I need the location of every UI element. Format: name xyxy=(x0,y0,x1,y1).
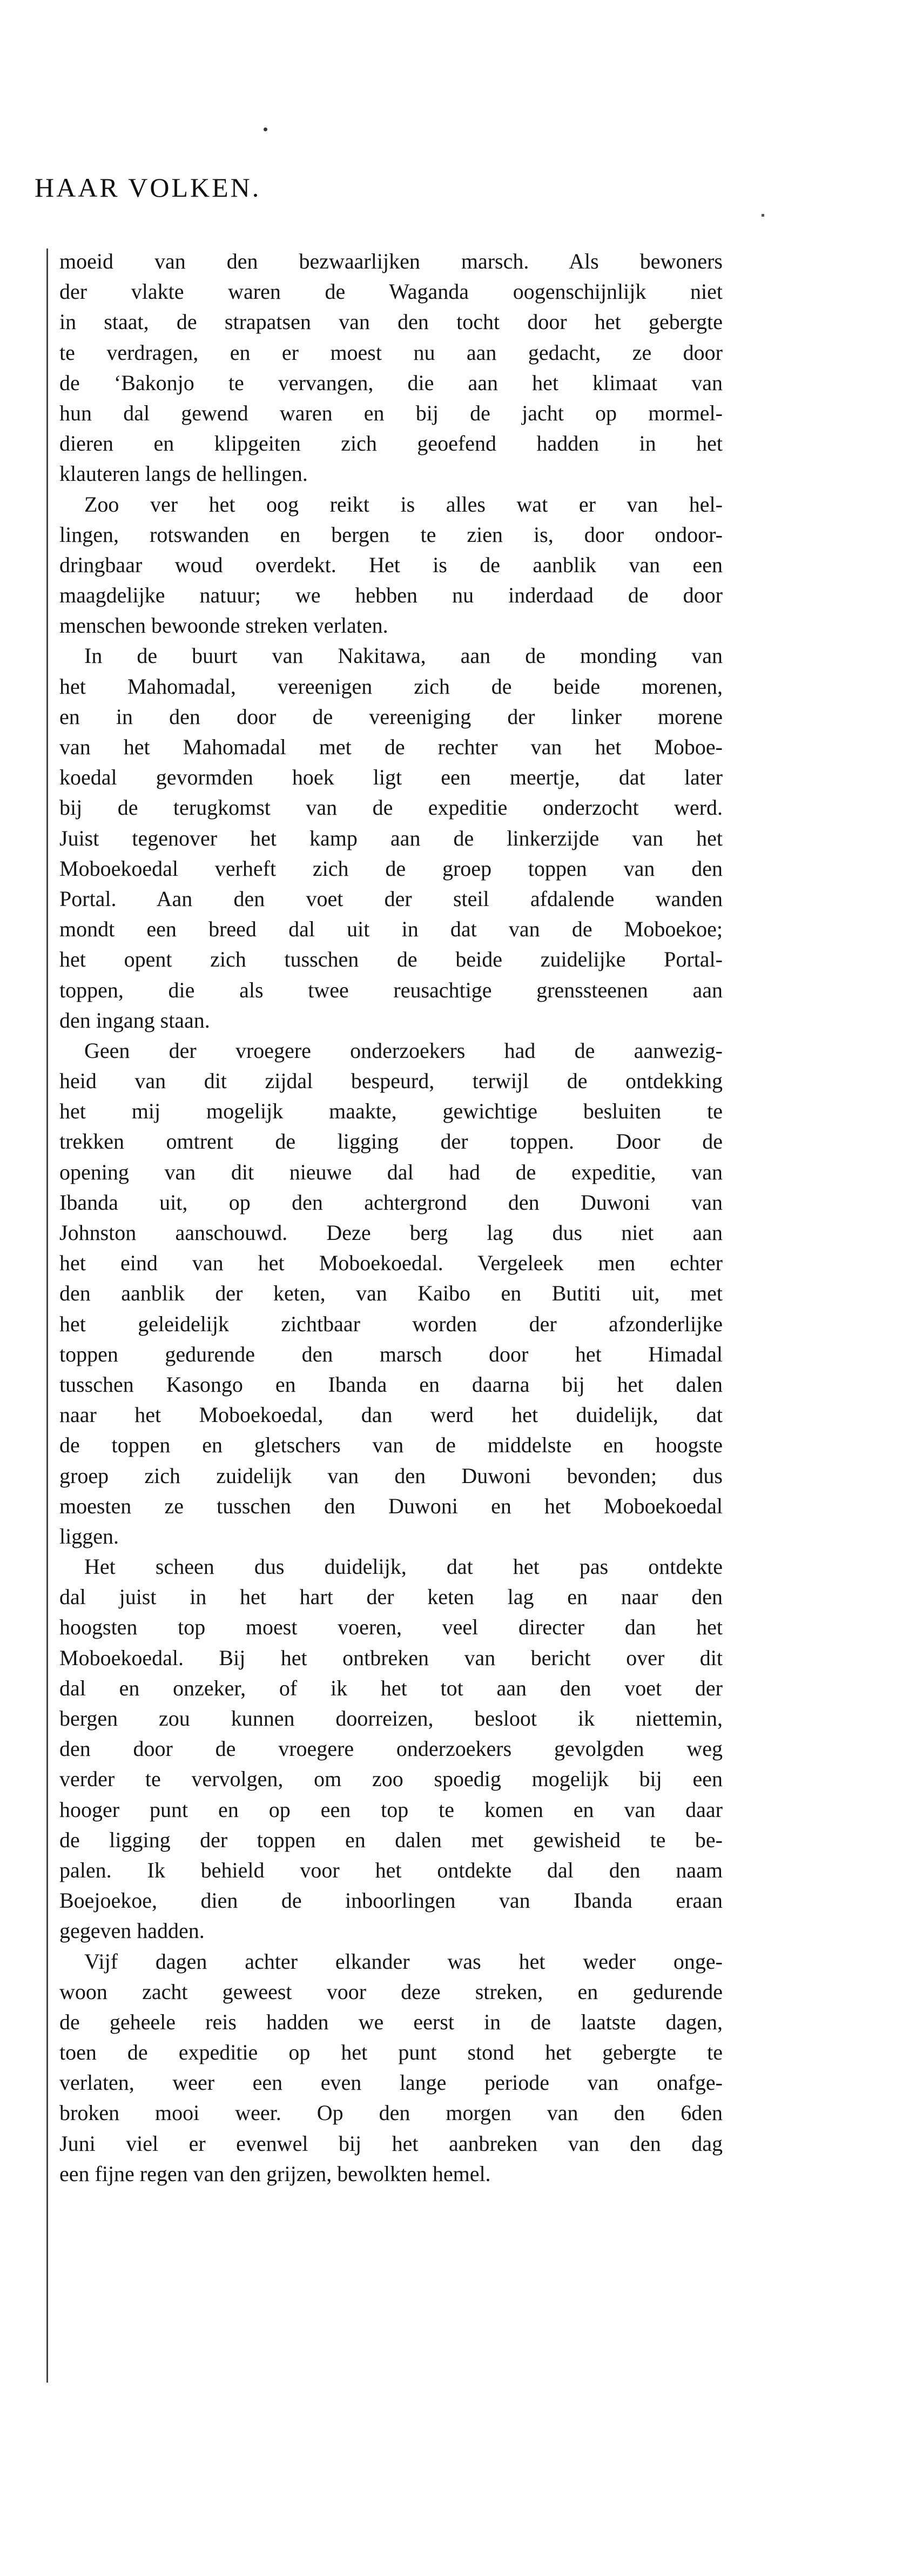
text-line: liggen. xyxy=(59,1524,119,1548)
text-line: klauteren langs de hellingen. xyxy=(59,461,308,486)
text-line: Ibanda uit, op den achtergrond den Duwoni van xyxy=(59,1190,723,1215)
text-line: een fijne regen van den grijzen, bewolkten hemel. xyxy=(59,2161,491,2186)
text-line: groep zich zuidelijk van den Duwoni bevonden; dus xyxy=(59,1463,723,1488)
text-line: het Mahomadal, vereenigen zich de beide morenen, xyxy=(59,674,723,699)
text-line: in staat, de strapatsen van den tocht door het gebergte xyxy=(59,310,723,334)
paragraph xyxy=(59,1552,723,1946)
running-head: HAAR VOLKEN. xyxy=(35,172,261,203)
paragraph xyxy=(59,489,723,641)
text-line: den aanblik der keten, van Kaibo en Butiti uit, met xyxy=(59,1281,723,1306)
text-line: Juni viel er evenwel bij het aanbreken van den dag xyxy=(59,2131,723,2156)
text-line: de toppen en gletschers van de middelste en hoogste xyxy=(59,1433,723,1458)
text-line: maagdelijke natuur; we hebben nu inderdaad de door xyxy=(59,583,723,608)
text-line: tusschen Kasongo en Ibanda en daarna bij het dalen xyxy=(59,1372,723,1397)
text-line: de geheele reis hadden we eerst in de laatste dagen, xyxy=(59,2009,723,2034)
text-line: In de buurt van Nakitawa, aan de monding van xyxy=(84,643,723,668)
text-line: het mij mogelijk maakte, gewichtige besluiten te xyxy=(59,1099,723,1124)
text-line: hun dal gewend waren en bij de jacht op mormel- xyxy=(59,400,723,425)
text-line: hooger punt en op een top te komen en van daar xyxy=(59,1797,723,1822)
text-line: Juist tegenover het kamp aan de linkerzijde van het xyxy=(59,826,723,850)
margin-rule xyxy=(46,249,48,2383)
text-line: dieren en klipgeiten zich geoefend hadden in het xyxy=(59,431,723,456)
text-line: palen. Ik behield voor het ontdekte dal den naam xyxy=(59,1857,723,1882)
text-line: toppen, die als twee reusachtige grenssteenen aan xyxy=(59,977,723,1002)
text-line: van het Mahomadal met de rechter van het Moboe- xyxy=(59,735,723,759)
text-line: Moboekoedal. Bij het ontbreken van bericht over dit xyxy=(59,1645,723,1670)
paragraph xyxy=(59,1036,723,1552)
text-line: verder te vervolgen, om zoo spoedig mogelijk bij een xyxy=(59,1767,723,1792)
text-line: den door de vroegere onderzoekers gevolgden weg xyxy=(59,1736,723,1761)
text-line: Zoo ver het oog reikt is alles wat er van hel- xyxy=(84,492,723,516)
text-line: de ‘Bakonjo te vervangen, die aan het klimaat van xyxy=(59,370,723,395)
text-line: Geen der vroegere onderzoekers had de aanwezig- xyxy=(84,1038,723,1063)
text-line: toen de expeditie op het punt stond het gebergte te xyxy=(59,2040,723,2065)
ink-speck xyxy=(264,128,267,131)
text-line: het opent zich tusschen de beide zuidelijke Portal- xyxy=(59,947,723,972)
text-line: den ingang staan. xyxy=(59,1008,210,1032)
text-line: Portal. Aan den voet der steil afdalende wanden xyxy=(59,886,723,911)
text-line: bergen zou kunnen doorreizen, besloot ik niettemin, xyxy=(59,1706,723,1730)
text-line: lingen, rotswanden en bergen te zien is, door ondoor- xyxy=(59,522,723,547)
text-line: het eind van het Moboekoedal. Vergeleek men echter xyxy=(59,1251,723,1276)
text-line: broken mooi weer. Op den morgen van den 6den xyxy=(59,2101,723,2125)
text-line: naar het Moboekoedal, dan werd het duidelijk, dat xyxy=(59,1403,723,1427)
text-line: Moboekoedal verheft zich de groep toppen van den xyxy=(59,856,723,881)
text-line: het geleidelijk zichtbaar worden der afzonderlijke xyxy=(59,1311,723,1336)
paragraph xyxy=(59,641,723,1035)
text-line: de ligging der toppen en dalen met gewisheid te be- xyxy=(59,1827,723,1852)
text-line: moesten ze tusschen den Duwoni en het Moboekoedal xyxy=(59,1493,723,1518)
text-line: hoogsten top moest voeren, veel directer dan het xyxy=(59,1615,723,1640)
text-line: bij de terugkomst van de expeditie onderzocht werd. xyxy=(59,795,723,820)
text-line: en in den door de vereeniging der linker morene xyxy=(59,704,723,729)
paragraph xyxy=(59,246,723,489)
text-line: Het scheen dus duidelijk, dat het pas ontdekte xyxy=(84,1554,723,1579)
text-line: moeid van den bezwaarlijken marsch. Als bewoners xyxy=(59,249,723,273)
text-line: Boejoekoe, dien de inboorlingen van Ibanda eraan xyxy=(59,1888,723,1913)
text-line: dal en onzeker, of ik het tot aan den voet der xyxy=(59,1675,723,1700)
text-line: trekken omtrent de ligging der toppen. Door de xyxy=(59,1129,723,1154)
text-line: toppen gedurende den marsch door het Himadal xyxy=(59,1341,723,1366)
text-line: koedal gevormden hoek ligt een meertje, dat later xyxy=(59,765,723,790)
text-line: Johnston aanschouwd. Deze berg lag dus niet aan xyxy=(59,1220,723,1245)
text-line: gegeven hadden. xyxy=(59,1918,205,1943)
text-line: dal juist in het hart der keten lag en naar den xyxy=(59,1585,723,1609)
text-line: menschen bewoonde streken verlaten. xyxy=(59,613,388,638)
paragraph xyxy=(59,1947,723,2190)
text-line: der vlakte waren de Waganda oogenschijnlijk niet xyxy=(59,279,723,304)
text-line: opening van dit nieuwe dal had de expeditie, van xyxy=(59,1159,723,1184)
text-line: heid van dit zijdal bespeurd, terwijl de ontdekking xyxy=(59,1069,723,1094)
text-line: Vijf dagen achter elkander was het weder onge- xyxy=(84,1949,723,1974)
text-line: dringbaar woud overdekt. Het is de aanblik van een xyxy=(59,552,723,577)
text-line: mondt een breed dal uit in dat van de Moboekoe; xyxy=(59,917,723,942)
text-line: woon zacht geweest voor deze streken, en gedurende xyxy=(59,1979,723,2004)
text-line: verlaten, weer een even lange periode van onafge- xyxy=(59,2070,723,2095)
text-line: te verdragen, en er moest nu aan gedacht, ze door xyxy=(59,340,723,365)
body-text xyxy=(59,246,723,2189)
ink-mark xyxy=(762,214,764,217)
